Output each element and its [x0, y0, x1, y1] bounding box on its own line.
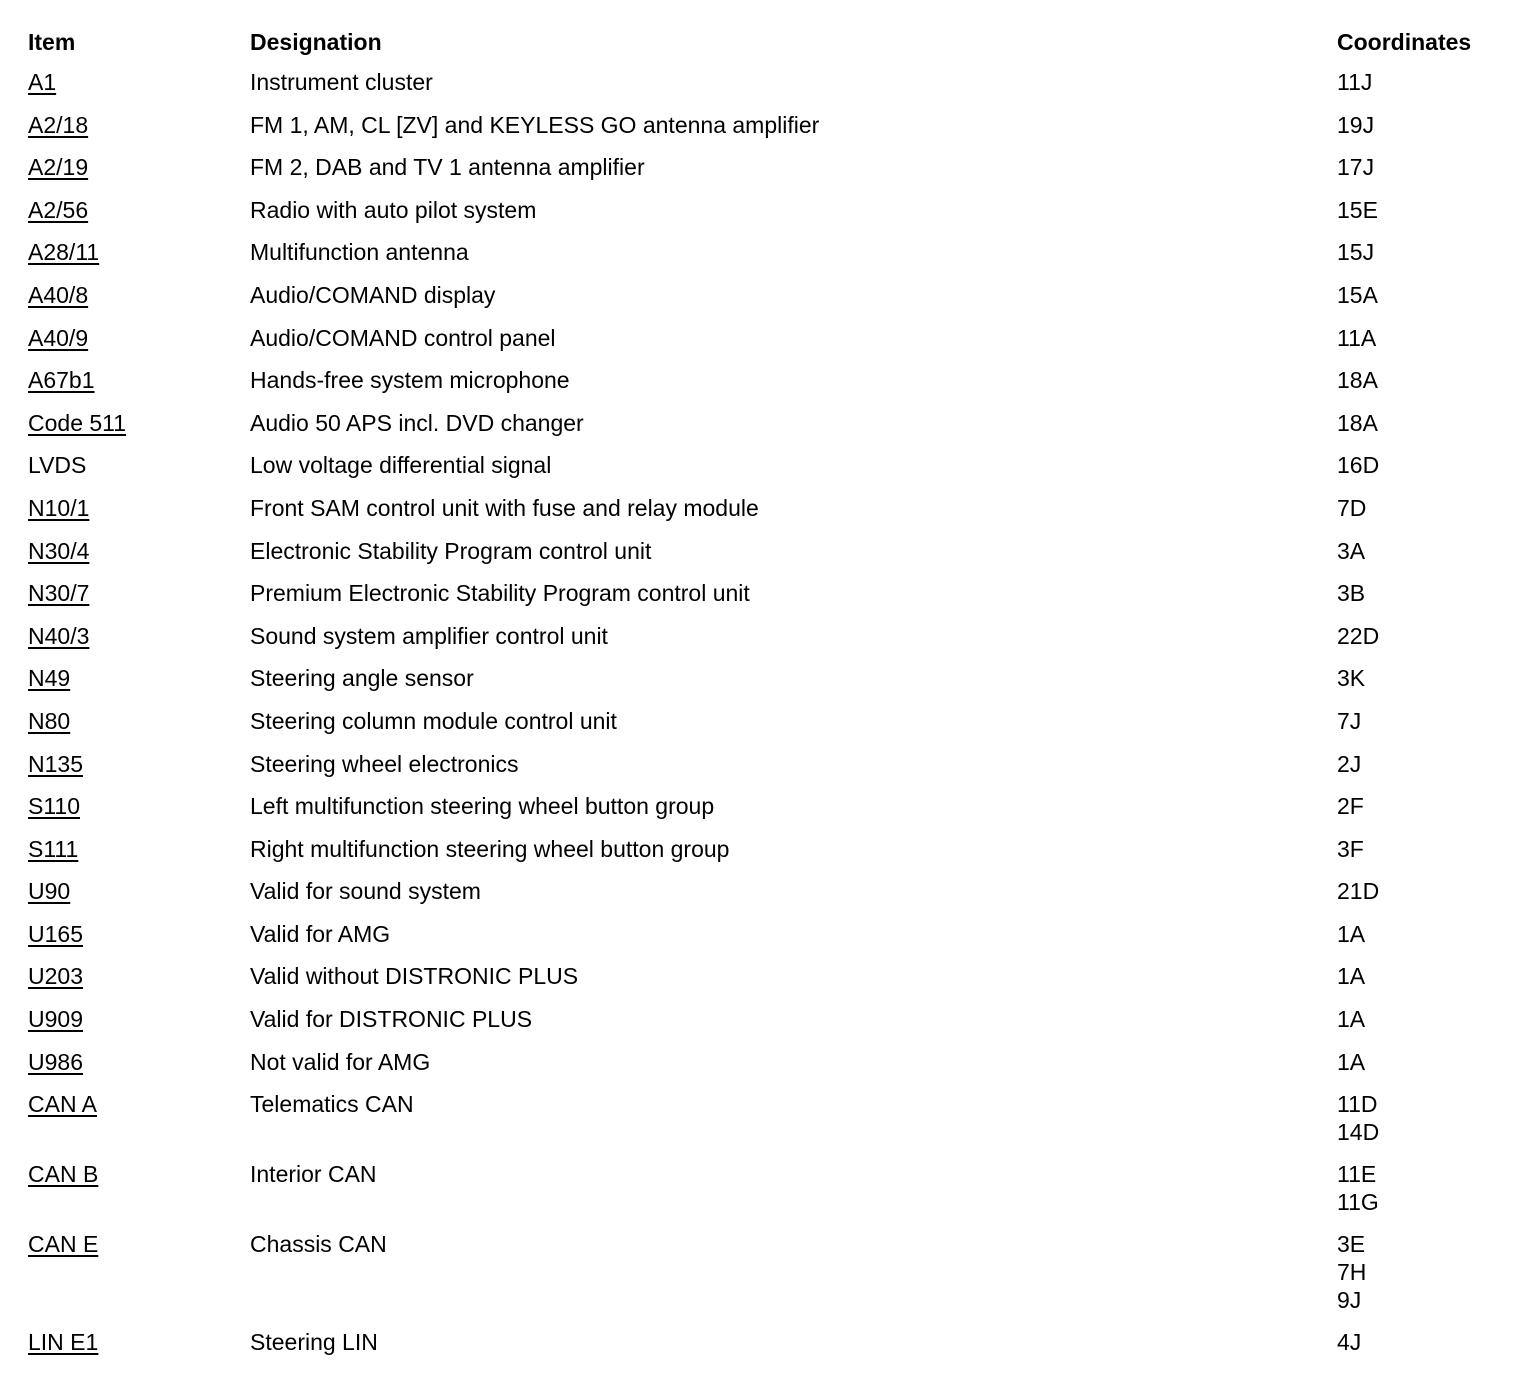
coordinate-value: 1A — [1337, 1006, 1366, 1033]
coordinate-value: 3F — [1337, 835, 1364, 862]
coordinate-value: 1A — [1337, 920, 1366, 947]
item-link[interactable]: A40/9 — [28, 324, 89, 351]
designation-text: Radio with auto pilot system — [250, 196, 537, 223]
designation-text: Valid without DISTRONIC PLUS — [250, 963, 579, 990]
coordinate-value: 2F — [1337, 793, 1364, 820]
column-header-coordinates: Coordinates — [1337, 29, 1472, 55]
table-row — [28, 111, 1508, 154]
coordinates-cell — [1337, 281, 1378, 309]
item-link[interactable]: A1 — [28, 69, 57, 95]
item-link[interactable]: S111 — [28, 835, 79, 862]
coordinates-cell — [1337, 1048, 1365, 1076]
table-row — [28, 792, 1508, 835]
item-link[interactable]: A2/19 — [28, 154, 89, 181]
coordinate-value: 17J — [1337, 154, 1375, 181]
designation-text: Low voltage differential signal — [250, 452, 552, 479]
coordinate-value: 11G — [1337, 1189, 1379, 1216]
designation-text: Valid for sound system — [250, 878, 481, 905]
coordinates-cell — [1337, 68, 1372, 96]
designation-text: Not valid for AMG — [250, 1048, 431, 1075]
item-link[interactable]: CAN A — [28, 1091, 98, 1118]
coordinate-value: 3E — [1337, 1231, 1366, 1258]
designation-text: Valid for DISTRONIC PLUS — [250, 1006, 533, 1033]
item-link[interactable]: U909 — [28, 1006, 83, 1033]
item-link[interactable]: A2/18 — [28, 111, 89, 138]
table-row — [28, 1160, 1508, 1230]
item-link[interactable]: U90 — [28, 878, 71, 905]
coordinates-cell — [1337, 622, 1379, 650]
table-row — [28, 1090, 1508, 1160]
coordinate-value: 4J — [1337, 1329, 1362, 1356]
coordinate-value: 3K — [1337, 665, 1366, 692]
designation-text: Electronic Stability Program control unit — [250, 537, 652, 564]
designation-text: Steering angle sensor — [250, 665, 474, 692]
coordinate-value: 18A — [1337, 409, 1378, 436]
coordinates-cell — [1337, 196, 1378, 224]
coordinate-value: 11J — [1337, 69, 1373, 95]
item-link[interactable]: N40/3 — [28, 622, 90, 649]
item-label: LVDS — [28, 452, 87, 479]
designation-text: Steering LIN — [250, 1329, 378, 1356]
item-link[interactable]: A28/11 — [28, 239, 100, 266]
item-link[interactable]: N49 — [28, 665, 71, 692]
designation-text: Audio 50 APS incl. DVD changer — [250, 409, 584, 436]
table-row — [28, 196, 1508, 239]
coordinate-value: 15A — [1337, 281, 1378, 308]
designation-text: Instrument cluster — [250, 69, 433, 95]
coordinates-cell — [1337, 750, 1361, 778]
item-link[interactable]: A67b1 — [28, 367, 95, 394]
coordinate-value: 21D — [1337, 878, 1380, 905]
item-link[interactable]: S110 — [28, 793, 81, 820]
coordinate-value: 7J — [1337, 707, 1362, 734]
table-row — [28, 1230, 1508, 1328]
table-row — [28, 324, 1508, 367]
designation-text: Interior CAN — [250, 1161, 377, 1188]
item-link[interactable]: U986 — [28, 1048, 83, 1075]
table-row — [28, 622, 1508, 665]
coordinate-value: 7D — [1337, 494, 1367, 521]
item-link[interactable]: CAN B — [28, 1161, 99, 1188]
item-link[interactable]: N30/4 — [28, 537, 90, 564]
table-row — [28, 962, 1508, 1005]
coordinates-cell — [1337, 707, 1361, 735]
coordinates-cell — [1337, 792, 1364, 820]
designation-text: Audio/COMAND control panel — [250, 324, 556, 351]
table-row — [28, 409, 1508, 452]
item-link[interactable]: U165 — [28, 920, 83, 947]
coordinate-value: 9J — [1337, 1287, 1362, 1314]
table-row — [28, 238, 1508, 281]
table-row — [28, 835, 1508, 878]
designation-text: FM 1, AM, CL [ZV] and KEYLESS GO antenna amplifier — [250, 111, 820, 138]
legend-rows — [28, 68, 1508, 1371]
coordinates-cell — [1337, 324, 1376, 352]
table-row — [28, 579, 1508, 622]
coordinate-value: 3B — [1337, 580, 1366, 607]
table-row — [28, 1005, 1508, 1048]
item-link[interactable]: Code 511 — [28, 409, 127, 436]
coordinate-value: 15E — [1337, 196, 1378, 223]
coordinates-cell — [1337, 1230, 1366, 1314]
item-link[interactable]: CAN E — [28, 1231, 99, 1258]
coordinates-cell — [1337, 835, 1364, 863]
coordinate-value: 15J — [1337, 239, 1375, 266]
coordinate-value: 22D — [1337, 622, 1380, 649]
table-row — [28, 920, 1508, 963]
coordinates-cell — [1337, 494, 1366, 522]
designation-text: FM 2, DAB and TV 1 antenna amplifier — [250, 154, 645, 181]
coordinates-cell — [1337, 1005, 1365, 1033]
column-header-item: Item — [28, 29, 76, 55]
coordinate-value: 7H — [1337, 1259, 1367, 1286]
table-row — [28, 153, 1508, 196]
table-row — [28, 366, 1508, 409]
coordinate-value: 14D — [1337, 1119, 1380, 1146]
item-link[interactable]: LIN E1 — [28, 1329, 99, 1356]
designation-text: Hands-free system microphone — [250, 367, 570, 394]
designation-text: Valid for AMG — [250, 920, 391, 947]
table-row — [28, 537, 1508, 580]
table-row — [28, 451, 1508, 494]
coordinates-cell — [1337, 409, 1378, 437]
column-header-designation: Designation — [250, 29, 382, 55]
coordinate-value: 19J — [1337, 111, 1375, 138]
coordinates-cell — [1337, 451, 1379, 479]
item-link[interactable]: N80 — [28, 707, 71, 734]
coordinates-cell — [1337, 1090, 1379, 1146]
item-link[interactable]: U203 — [28, 963, 83, 990]
designation-text: Left multifunction steering wheel button group — [250, 793, 715, 820]
table-row — [28, 1048, 1508, 1091]
coordinate-value: 1A — [1337, 963, 1366, 990]
coordinates-cell — [1337, 920, 1365, 948]
legend-header-row — [28, 28, 1508, 68]
designation-text: Chassis CAN — [250, 1231, 387, 1258]
table-row — [28, 877, 1508, 920]
coordinate-value: 1A — [1337, 1048, 1366, 1075]
coordinate-value: 11D — [1337, 1091, 1378, 1118]
coordinate-value: 2J — [1337, 750, 1362, 777]
designation-text: Steering column module control unit — [250, 707, 617, 734]
coordinate-value: 3A — [1337, 537, 1366, 564]
table-row — [28, 494, 1508, 537]
component-legend — [28, 28, 1508, 1371]
designation-text: Telematics CAN — [250, 1091, 414, 1118]
item-link[interactable]: N30/7 — [28, 580, 90, 607]
table-row — [28, 664, 1508, 707]
coordinates-cell — [1337, 366, 1378, 394]
coordinate-value: 18A — [1337, 367, 1378, 394]
coordinates-cell — [1337, 877, 1379, 905]
coordinate-value: 11E — [1337, 1161, 1377, 1188]
designation-text: Steering wheel electronics — [250, 750, 519, 777]
item-link[interactable]: A2/56 — [28, 196, 89, 223]
designation-text: Right multifunction steering wheel button group — [250, 835, 730, 862]
designation-text: Audio/COMAND display — [250, 281, 496, 308]
designation-text: Sound system amplifier control unit — [250, 622, 608, 649]
designation-text: Front SAM control unit with fuse and relay module — [250, 494, 759, 521]
coordinates-cell — [1337, 111, 1374, 139]
table-row — [28, 68, 1508, 111]
item-link[interactable]: A40/8 — [28, 281, 89, 308]
table-row — [28, 707, 1508, 750]
coordinates-cell — [1337, 664, 1365, 692]
table-row — [28, 281, 1508, 324]
coordinates-cell — [1337, 153, 1374, 181]
designation-text: Premium Electronic Stability Program control unit — [250, 580, 750, 607]
coordinates-cell — [1337, 537, 1365, 565]
coordinates-cell — [1337, 1160, 1379, 1216]
coordinates-cell — [1337, 579, 1365, 607]
item-link[interactable]: N10/1 — [28, 494, 90, 521]
designation-text: Multifunction antenna — [250, 239, 469, 266]
item-link[interactable]: N135 — [28, 750, 83, 777]
coordinate-value: 11A — [1337, 324, 1377, 351]
coordinates-cell — [1337, 962, 1365, 990]
table-row — [28, 750, 1508, 793]
coordinates-cell — [1337, 238, 1374, 266]
coordinates-cell — [1337, 1328, 1361, 1356]
coordinate-value: 16D — [1337, 452, 1380, 479]
table-row — [28, 1328, 1508, 1371]
